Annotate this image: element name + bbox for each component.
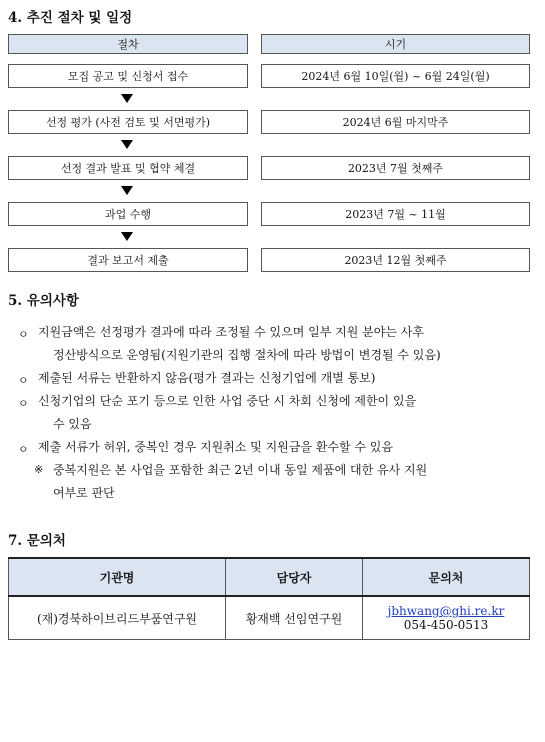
contact-table bbox=[8, 557, 530, 640]
email-link[interactable]: jbhwang@ghi.re.kr bbox=[387, 604, 505, 618]
time-box: 2023년 12월 첫째주 bbox=[261, 248, 530, 272]
note-text: 신청기업의 단순 포기 등으로 인한 사업 중단 시 차회 신청에 제한이 있을 bbox=[38, 394, 417, 408]
time-box: 2023년 7월 ~ 11월 bbox=[261, 202, 530, 226]
bullet-icon: ㅇ bbox=[18, 328, 29, 341]
table-row bbox=[9, 596, 530, 640]
reference-mark-icon: ※ bbox=[34, 463, 44, 476]
down-arrow-icon bbox=[121, 140, 133, 149]
step-box: 결과 보고서 제출 bbox=[8, 248, 248, 272]
org-header: 기관명 bbox=[9, 558, 226, 596]
note-text: 제출 서류가 허위, 중복인 경우 지원취소 및 지원금을 환수할 수 있음 bbox=[38, 440, 393, 454]
time-column-header: 시기 bbox=[261, 34, 530, 54]
down-arrow-icon bbox=[121, 94, 133, 103]
step-column-header: 절차 bbox=[8, 34, 248, 54]
note-text: 수 있음 bbox=[53, 417, 92, 431]
down-arrow-icon bbox=[121, 186, 133, 195]
sub-note-text: 여부로 판단 bbox=[53, 486, 115, 500]
contact-header: 문의처 bbox=[363, 558, 530, 596]
time-box: 2023년 7월 첫째주 bbox=[261, 156, 530, 180]
bullet-icon: ㅇ bbox=[18, 374, 29, 387]
step-box: 선정 결과 발표 및 협약 체결 bbox=[8, 156, 248, 180]
time-box: 2024년 6월 10일(월) ~ 6월 24일(월) bbox=[261, 64, 530, 88]
note-text: 정산방식으로 운영됨(지원기관의 집행 절차에 따라 방법이 변경될 수 있음) bbox=[53, 348, 441, 362]
step-box: 선정 평가 (사전 검토 및 서면평가) bbox=[8, 110, 248, 134]
time-box: 2024년 6월 마지막주 bbox=[261, 110, 530, 134]
person-header: 담당자 bbox=[226, 558, 363, 596]
bullet-icon: ㅇ bbox=[18, 443, 29, 456]
bullet-icon: ㅇ bbox=[18, 397, 29, 410]
section7-title: 7. 문의처 bbox=[8, 533, 66, 549]
note-text: 제출된 서류는 반환하지 않음(평가 결과는 신청기업에 개별 통보) bbox=[38, 371, 376, 385]
note-text: 지원금액은 선정평가 결과에 따라 조정될 수 있으며 일부 지원 분야는 사후 bbox=[38, 325, 424, 339]
down-arrow-icon bbox=[121, 232, 133, 241]
table-header-row bbox=[9, 558, 530, 596]
section5-title: 5. 유의사항 bbox=[8, 293, 79, 309]
section4-title: 4. 추진 절차 및 일정 bbox=[8, 10, 133, 26]
phone-number: 054-450-0513 bbox=[403, 618, 489, 632]
person-cell: 황재백 선임연구원 bbox=[226, 596, 363, 640]
sub-note-text: 중복지원은 본 사업을 포함한 최근 2년 이내 동일 제품에 대한 유사 지원 bbox=[53, 463, 428, 477]
step-box: 과업 수행 bbox=[8, 202, 248, 226]
org-cell: (재)경북하이브리드부품연구원 bbox=[9, 596, 226, 640]
contact-cell bbox=[363, 596, 530, 640]
step-box: 모집 공고 및 신청서 접수 bbox=[8, 64, 248, 88]
